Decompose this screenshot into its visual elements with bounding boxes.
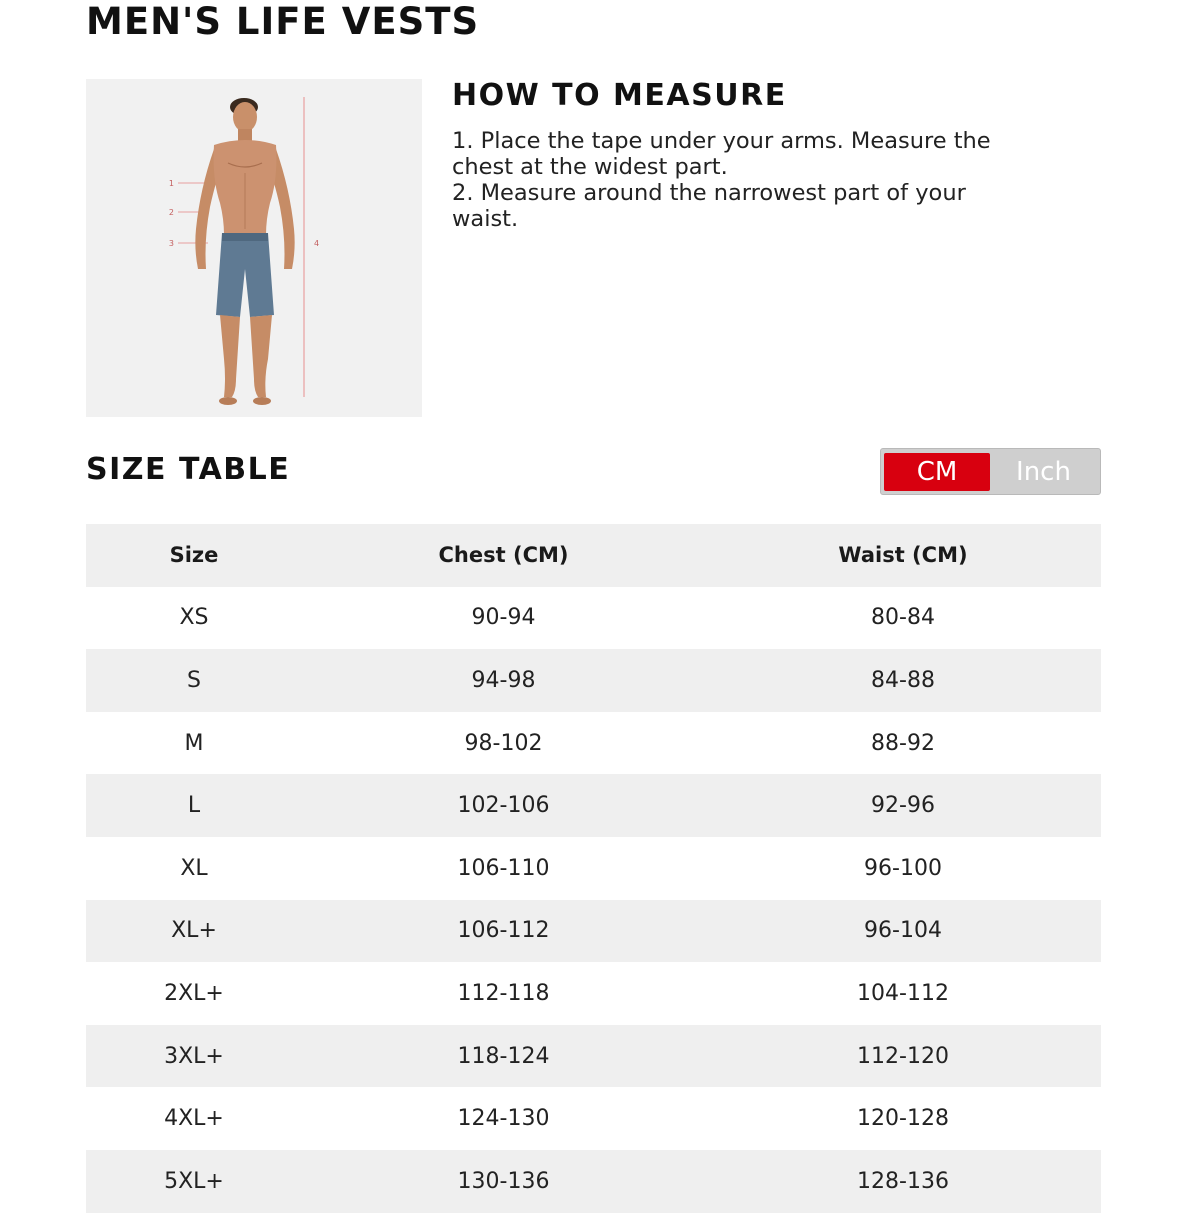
table-row bbox=[86, 774, 1101, 837]
marker-label-2: 2 bbox=[168, 208, 174, 217]
size-cell: S bbox=[187, 667, 201, 693]
marker-label-4: 4 bbox=[314, 239, 320, 248]
chest-cell: 90-94 bbox=[471, 605, 536, 631]
how-to-measure-heading: HOW TO MEASURE bbox=[452, 78, 787, 113]
waist-cell: 112-120 bbox=[857, 1043, 949, 1069]
size-cell: XL bbox=[180, 855, 208, 881]
how-to-measure-section bbox=[452, 78, 1132, 232]
table-header-row bbox=[86, 524, 1101, 587]
waist-cell: 84-88 bbox=[871, 667, 935, 693]
table-row bbox=[86, 1025, 1101, 1088]
size-table bbox=[86, 524, 1101, 1213]
waist-cell: 128-136 bbox=[857, 1168, 949, 1194]
chest-cell: 112-118 bbox=[457, 980, 550, 1006]
man-silhouette bbox=[195, 98, 294, 405]
measure-instructions: 1. Place the tape under your arms. Measure the chest at the widest part. 2. Measure around the narrowest part of your waist. bbox=[452, 128, 991, 232]
size-cell: 5XL+ bbox=[164, 1168, 224, 1194]
table-row bbox=[86, 962, 1101, 1025]
page-title: MEN'S LIFE VESTS bbox=[86, 0, 480, 43]
waist-cell: 120-128 bbox=[857, 1106, 949, 1132]
chest-cell: 130-136 bbox=[457, 1168, 550, 1194]
chest-cell: 98-102 bbox=[464, 730, 543, 756]
size-cell: 4XL+ bbox=[164, 1106, 224, 1132]
column-header-chest: Chest (CM) bbox=[438, 543, 569, 568]
chest-cell: 102-106 bbox=[457, 793, 550, 819]
chest-cell: 118-124 bbox=[457, 1043, 550, 1069]
waist-cell: 96-104 bbox=[864, 918, 942, 944]
measurement-illustration bbox=[86, 79, 422, 417]
table-row bbox=[86, 1150, 1101, 1213]
table-row bbox=[86, 900, 1101, 963]
table-row bbox=[86, 712, 1101, 775]
chest-cell: 124-130 bbox=[457, 1106, 550, 1132]
model-figure-image bbox=[86, 79, 422, 417]
size-cell: L bbox=[187, 793, 201, 819]
column-header-waist: Waist (CM) bbox=[838, 543, 968, 568]
size-cell: XS bbox=[179, 605, 209, 631]
column-header-size: Size bbox=[169, 543, 219, 568]
size-cell: XL+ bbox=[171, 918, 217, 944]
marker-label-3: 3 bbox=[168, 239, 174, 248]
size-cell: M bbox=[184, 730, 204, 756]
unit-option-cm[interactable]: CM bbox=[884, 453, 990, 491]
waist-cell: 104-112 bbox=[857, 980, 949, 1006]
waist-cell: 92-96 bbox=[871, 793, 935, 819]
chest-cell: 106-110 bbox=[457, 855, 550, 881]
size-table-heading: SIZE TABLE bbox=[86, 452, 291, 487]
waist-cell: 88-92 bbox=[871, 730, 935, 756]
marker-label-1: 1 bbox=[168, 179, 174, 188]
size-cell: 3XL+ bbox=[164, 1043, 224, 1069]
table-row bbox=[86, 837, 1101, 900]
waist-cell: 80-84 bbox=[871, 605, 935, 631]
unit-toggle[interactable] bbox=[880, 448, 1101, 495]
table-row bbox=[86, 649, 1101, 712]
table-row bbox=[86, 1087, 1101, 1150]
table-row bbox=[86, 587, 1101, 650]
chest-cell: 106-112 bbox=[457, 918, 550, 944]
unit-option-inch[interactable]: Inch bbox=[1016, 456, 1071, 487]
chest-cell: 94-98 bbox=[471, 667, 536, 693]
waist-cell: 96-100 bbox=[864, 855, 942, 881]
size-cell: 2XL+ bbox=[164, 980, 224, 1006]
